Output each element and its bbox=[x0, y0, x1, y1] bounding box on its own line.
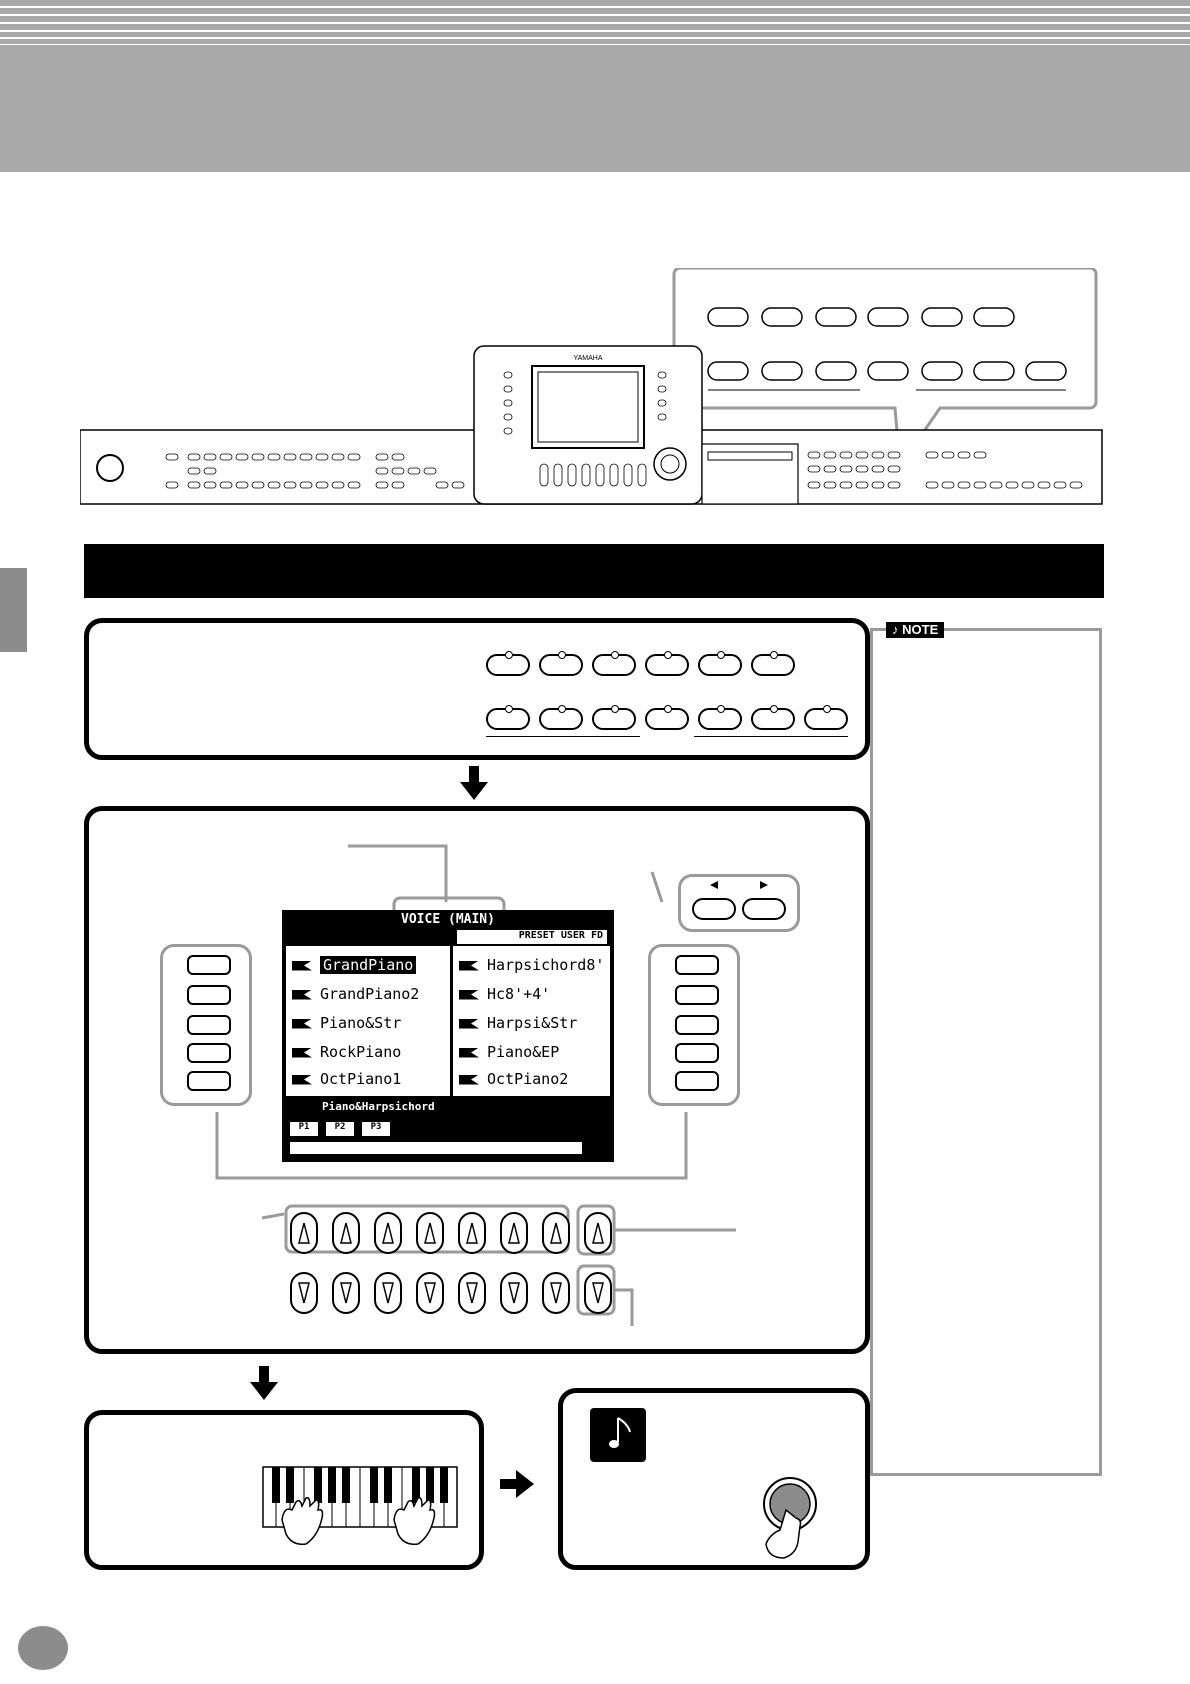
up-button[interactable] bbox=[584, 1212, 612, 1254]
right-arrow-icon bbox=[760, 881, 768, 889]
voice-button[interactable] bbox=[645, 654, 689, 676]
piano-icon bbox=[292, 990, 312, 1000]
lcd-title: VOICE (MAIN) bbox=[401, 912, 495, 927]
up-button[interactable] bbox=[332, 1212, 360, 1254]
up-button[interactable] bbox=[290, 1212, 318, 1254]
down-arrow-icon bbox=[250, 1366, 278, 1400]
down-button[interactable] bbox=[374, 1272, 402, 1314]
voice-list bbox=[286, 946, 610, 1096]
voice-button[interactable] bbox=[751, 654, 795, 676]
voice-item[interactable]: RockPiano bbox=[292, 1043, 442, 1071]
down-button[interactable] bbox=[416, 1272, 444, 1314]
voice-button[interactable] bbox=[698, 708, 742, 730]
chapter-tab bbox=[0, 568, 27, 652]
lcd-tabs: PRESET USER FD bbox=[457, 930, 607, 944]
section-heading-bar bbox=[84, 544, 1104, 598]
screen-button-c[interactable] bbox=[187, 1015, 231, 1035]
up-button[interactable] bbox=[542, 1212, 570, 1254]
voice-item[interactable]: Hc8'+4' bbox=[459, 985, 609, 1013]
header-stripe bbox=[0, 22, 1190, 24]
screen-button-h[interactable] bbox=[675, 1015, 719, 1035]
up-button[interactable] bbox=[374, 1212, 402, 1254]
right-arrow-icon bbox=[500, 1470, 534, 1498]
voice-item[interactable]: Piano&EP bbox=[459, 1043, 609, 1071]
piano-icon bbox=[459, 1075, 479, 1085]
screen-button-a[interactable] bbox=[187, 955, 231, 975]
down-arrow-icon bbox=[460, 766, 488, 800]
music-note-icon bbox=[590, 1408, 646, 1462]
lcd-page-tab[interactable]: P2 bbox=[326, 1122, 354, 1136]
header-stripe bbox=[0, 37, 1190, 39]
screen-button-b[interactable] bbox=[187, 985, 231, 1005]
piano-icon bbox=[292, 961, 312, 971]
left-arrow-icon bbox=[710, 881, 718, 889]
page-right-button[interactable] bbox=[742, 898, 786, 920]
divider bbox=[486, 736, 640, 737]
voice-button[interactable] bbox=[592, 708, 636, 730]
down-button[interactable] bbox=[458, 1272, 486, 1314]
piano-icon bbox=[292, 1019, 312, 1029]
note-label-text: NOTE bbox=[902, 622, 939, 637]
voice-button[interactable] bbox=[486, 708, 530, 730]
instrument-panel-illustration bbox=[80, 268, 1110, 508]
voice-column-right bbox=[450, 946, 613, 1096]
voice-item[interactable]: OctPiano1 bbox=[292, 1070, 442, 1098]
down-button[interactable] bbox=[332, 1272, 360, 1314]
voice-item[interactable]: Harpsichord8' bbox=[459, 956, 609, 984]
piano-icon bbox=[459, 1048, 479, 1058]
piano-icon bbox=[292, 1048, 312, 1058]
screen-button-i[interactable] bbox=[675, 1043, 719, 1063]
voice-item[interactable]: GrandPiano bbox=[292, 956, 442, 984]
header-stripe bbox=[0, 14, 1190, 16]
header-band bbox=[0, 0, 1190, 172]
piano-icon bbox=[459, 961, 479, 971]
left-screen-buttons bbox=[160, 944, 252, 1106]
divider bbox=[694, 736, 848, 737]
voice-button[interactable] bbox=[645, 708, 689, 730]
voice-item[interactable]: GrandPiano2 bbox=[292, 985, 442, 1013]
header-stripe bbox=[0, 30, 1190, 32]
note-sidebar bbox=[870, 628, 1102, 1476]
voice-button[interactable] bbox=[539, 708, 583, 730]
lcd-page-tab[interactable]: P3 bbox=[362, 1122, 390, 1136]
voice-button[interactable] bbox=[698, 654, 742, 676]
button-press-illustration bbox=[752, 1474, 822, 1562]
screen-button-d[interactable] bbox=[187, 1043, 231, 1063]
note-label bbox=[886, 622, 944, 638]
page-arrows bbox=[706, 880, 786, 890]
up-button[interactable] bbox=[458, 1212, 486, 1254]
master-volume-knob bbox=[97, 455, 123, 481]
voice-button[interactable] bbox=[751, 708, 795, 730]
down-button[interactable] bbox=[542, 1272, 570, 1314]
voice-button-panel bbox=[84, 618, 870, 760]
piano-icon bbox=[459, 990, 479, 1000]
up-button[interactable] bbox=[500, 1212, 528, 1254]
lcd-bottom-bar bbox=[286, 1118, 586, 1158]
keyboard-with-hands-illustration bbox=[262, 1466, 458, 1552]
brand-label: YAMAHA bbox=[573, 355, 603, 362]
screen-button-j[interactable] bbox=[675, 1071, 719, 1091]
voice-item[interactable]: OctPiano2 bbox=[459, 1070, 609, 1098]
music-note-icon: ♪ bbox=[892, 622, 899, 637]
screen-button-g[interactable] bbox=[675, 985, 719, 1005]
lcd-page-tab[interactable]: P1 bbox=[290, 1122, 318, 1136]
voice-button[interactable] bbox=[486, 654, 530, 676]
screen-button-e[interactable] bbox=[187, 1071, 231, 1091]
voice-item[interactable]: Piano&Str bbox=[292, 1014, 442, 1042]
down-button[interactable] bbox=[584, 1272, 612, 1314]
right-screen-buttons bbox=[648, 944, 740, 1106]
piano-icon bbox=[292, 1075, 312, 1085]
down-button[interactable] bbox=[290, 1272, 318, 1314]
page-number-badge bbox=[18, 1626, 68, 1670]
piano-icon bbox=[459, 1019, 479, 1029]
lcd-screen bbox=[282, 910, 614, 1162]
up-button[interactable] bbox=[416, 1212, 444, 1254]
page-left-button[interactable] bbox=[692, 898, 736, 920]
down-button[interactable] bbox=[500, 1272, 528, 1314]
voice-button[interactable] bbox=[592, 654, 636, 676]
voice-column-left bbox=[286, 946, 446, 1096]
lcd-menu-strip bbox=[290, 1142, 582, 1154]
voice-item[interactable]: Harpsi&Str bbox=[459, 1014, 609, 1042]
header-stripe bbox=[0, 6, 1190, 8]
voice-button[interactable] bbox=[804, 708, 848, 730]
slider-buttons bbox=[290, 1212, 630, 1322]
header-stripe bbox=[0, 44, 1190, 45]
voice-button[interactable] bbox=[539, 654, 583, 676]
lcd-folder-path: Piano&Harpsichord bbox=[322, 1100, 435, 1113]
screen-button-f[interactable] bbox=[675, 955, 719, 975]
